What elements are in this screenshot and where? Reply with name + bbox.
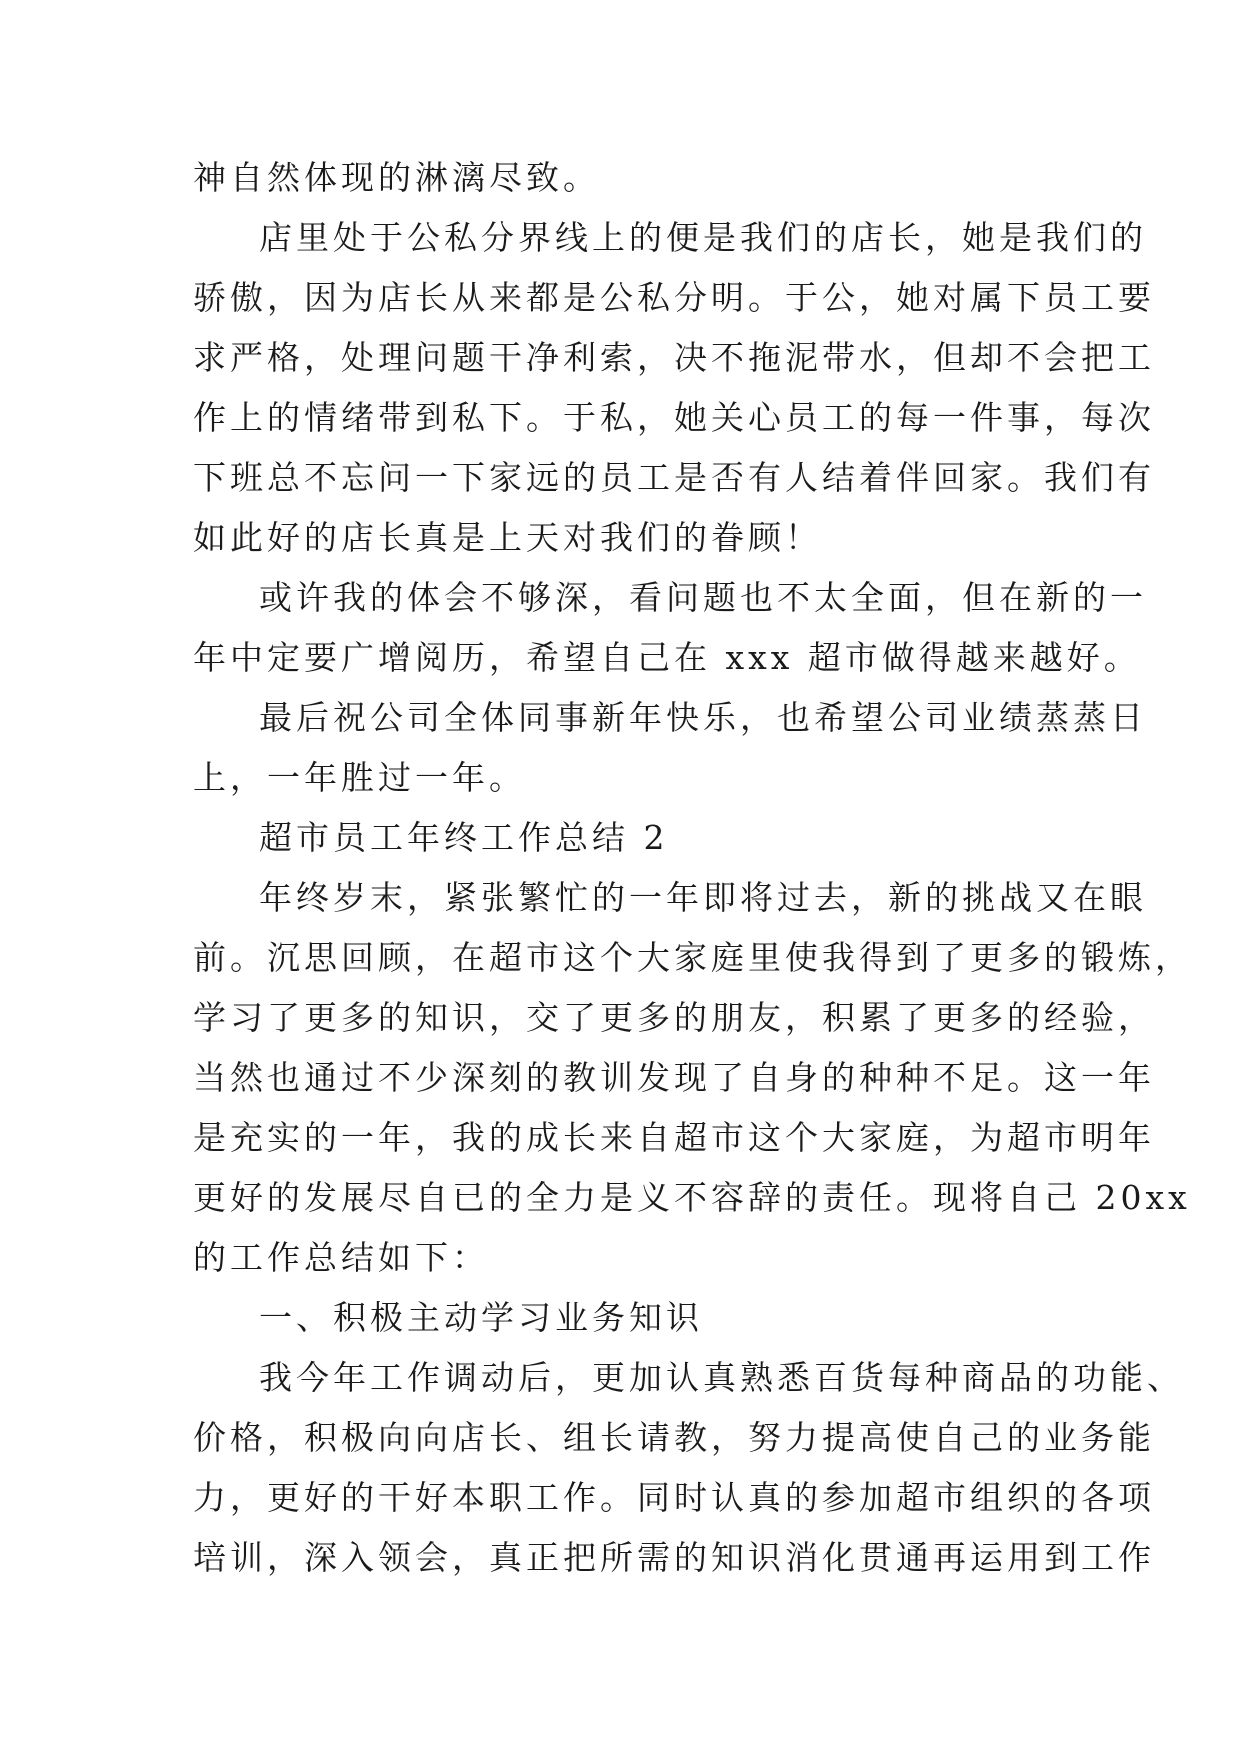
text-line: 价格，积极向向店长、组长请教，努力提高使自己的业务能 <box>193 1418 1155 1457</box>
text-line: 作上的情绪带到私下。于私，她关心员工的每一件事，每次 <box>193 398 1155 437</box>
text-line: 年中定要广增阅历，希望自己在 xxx 超市做得越来越好。 <box>193 638 1141 677</box>
text-line: 求严格，处理问题干净利索，决不拖泥带水，但却不会把工 <box>193 338 1155 377</box>
text-line: 上，一年胜过一年。 <box>193 758 526 797</box>
text-line: 力，更好的干好本职工作。同时认真的参加超市组织的各项 <box>193 1478 1155 1517</box>
text-line: 的工作总结如下： <box>193 1238 489 1277</box>
text-line: 下班总不忘问一下家远的员工是否有人结着伴回家。我们有 <box>193 458 1155 497</box>
text-line: 神自然体现的淋漓尽致。 <box>193 158 600 197</box>
text-line: 是充实的一年，我的成长来自超市这个大家庭，为超市明年 <box>193 1118 1155 1157</box>
text-line: 更好的发展尽自已的全力是义不容辞的责任。现将自己 20xx <box>193 1178 1191 1217</box>
text-line: 最后祝公司全体同事新年快乐，也希望公司业绩蒸蒸日 <box>259 698 1147 737</box>
text-line: 学习了更多的知识，交了更多的朋友，积累了更多的经验， <box>193 998 1155 1037</box>
text-line: 我今年工作调动后，更加认真熟悉百货每种商品的功能、 <box>259 1358 1184 1397</box>
text-line: 店里处于公私分界线上的便是我们的店长，她是我们的 <box>259 218 1147 257</box>
text-line: 年终岁末，紧张繁忙的一年即将过去，新的挑战又在眼 <box>259 878 1147 917</box>
text-line: 一、积极主动学习业务知识 <box>259 1298 703 1337</box>
text-line: 骄傲，因为店长从来都是公私分明。于公，她对属下员工要 <box>193 278 1155 317</box>
text-line: 或许我的体会不够深，看问题也不太全面，但在新的一 <box>259 578 1147 617</box>
text-line: 超市员工年终工作总结 2 <box>259 818 669 857</box>
document-body <box>193 148 1192 1588</box>
text-line: 当然也通过不少深刻的教训发现了自身的种种不足。这一年 <box>193 1058 1155 1097</box>
text-line: 培训，深入领会，真正把所需的知识消化贯通再运用到工作 <box>193 1538 1155 1577</box>
text-line: 前。沉思回顾，在超市这个大家庭里使我得到了更多的锻炼， <box>193 938 1192 977</box>
text-line: 如此好的店长真是上天对我们的眷顾！ <box>193 518 822 557</box>
